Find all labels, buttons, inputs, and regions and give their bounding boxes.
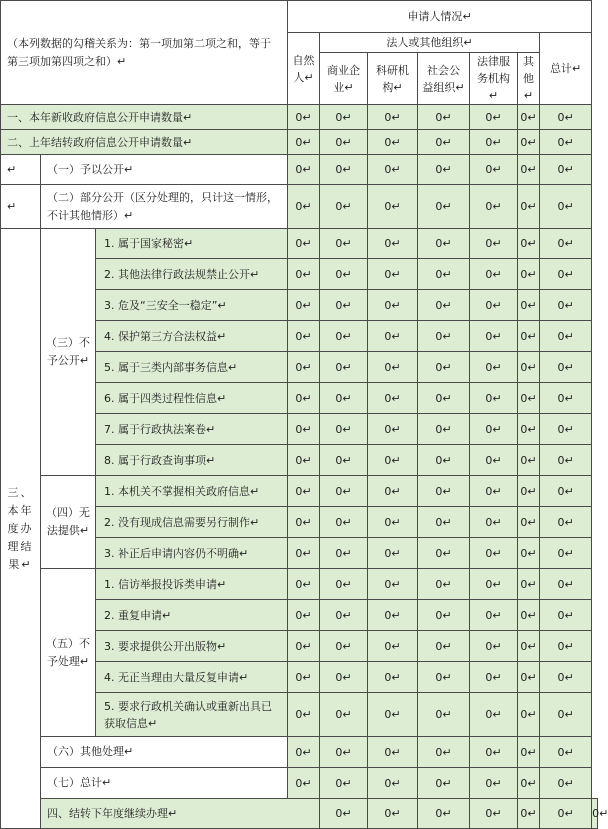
value-cell: 0↵ xyxy=(288,352,320,383)
value-cell: 0↵ xyxy=(418,600,470,631)
value-cell: 0↵ xyxy=(288,662,320,693)
value-cell: 0↵ xyxy=(470,569,518,600)
value-cell: 0↵ xyxy=(288,631,320,662)
item-label: 3. 要求提供公开出版物↵ xyxy=(96,631,288,662)
item-label: 5. 属于三类内部事务信息↵ xyxy=(96,352,288,383)
value-cell: 0↵ xyxy=(540,768,592,799)
value-cell: 0↵ xyxy=(368,352,418,383)
value-cell: 0↵ xyxy=(368,105,418,130)
value-cell: 0↵ xyxy=(592,799,598,829)
item-label: 1. 本机关不掌握相关政府信息↵ xyxy=(96,476,288,507)
value-cell: 0↵ xyxy=(518,383,540,414)
value-cell: 0↵ xyxy=(368,321,418,352)
value-cell: 0↵ xyxy=(320,130,368,155)
value-cell: 0↵ xyxy=(540,476,592,507)
value-cell: 0↵ xyxy=(288,259,320,290)
table-row xyxy=(1,476,598,507)
item-label: 1. 信访举报投诉类申请↵ xyxy=(96,569,288,600)
value-cell: 0↵ xyxy=(368,693,418,737)
item-label: 2. 其他法律行政法规禁止公开↵ xyxy=(96,259,288,290)
value-cell: 0↵ xyxy=(320,414,368,445)
row-label-carry-next: 四、结转下年度继续办理↵ xyxy=(41,799,320,829)
value-cell: 0↵ xyxy=(540,799,592,829)
row-label-new: 一、本年新收政府信息公开申请数量↵ xyxy=(1,105,288,130)
value-cell: 0↵ xyxy=(368,600,418,631)
item-label: 6. 属于四类过程性信息↵ xyxy=(96,383,288,414)
value-cell: 0↵ xyxy=(288,538,320,569)
value-cell: 0↵ xyxy=(540,693,592,737)
value-cell: 0↵ xyxy=(418,155,470,185)
value-cell: 0↵ xyxy=(418,768,470,799)
value-cell: 0↵ xyxy=(320,259,368,290)
value-cell: 0↵ xyxy=(518,799,540,829)
value-cell: 0↵ xyxy=(470,693,518,737)
value-cell: 0↵ xyxy=(418,737,470,768)
value-cell: 0↵ xyxy=(418,290,470,321)
value-cell: 0↵ xyxy=(320,600,368,631)
value-cell: 0↵ xyxy=(320,321,368,352)
value-cell: 0↵ xyxy=(518,445,540,476)
value-cell: 0↵ xyxy=(288,130,320,155)
value-cell: 0↵ xyxy=(368,631,418,662)
header-research: 科研机构↵ xyxy=(368,53,418,105)
value-cell: 0↵ xyxy=(320,507,368,538)
value-cell: 0↵ xyxy=(418,130,470,155)
value-cell: 0↵ xyxy=(470,662,518,693)
value-cell: 0↵ xyxy=(470,185,518,229)
item-label: 1. 属于国家秘密↵ xyxy=(96,229,288,259)
item-label: 2. 重复申请↵ xyxy=(96,600,288,631)
value-cell: 0↵ xyxy=(540,538,592,569)
value-cell: 0↵ xyxy=(418,321,470,352)
item-label: 3. 补正后申请内容仍不明确↵ xyxy=(96,538,288,569)
table-row xyxy=(1,105,598,130)
group-unable-provide: （四）无法提供↵ xyxy=(41,476,96,569)
item-label: 4. 保护第三方合法权益↵ xyxy=(96,321,288,352)
value-cell: 0↵ xyxy=(518,538,540,569)
value-cell: 0↵ xyxy=(320,538,368,569)
value-cell: 0↵ xyxy=(518,600,540,631)
value-cell: 0↵ xyxy=(320,445,368,476)
value-cell: 0↵ xyxy=(518,105,540,130)
row-label-other-processing: （六）其他处理↵ xyxy=(41,737,288,768)
value-cell: 0↵ xyxy=(470,414,518,445)
value-cell: 0↵ xyxy=(518,631,540,662)
value-cell: 0↵ xyxy=(518,507,540,538)
value-cell: 0↵ xyxy=(368,383,418,414)
value-cell: 0↵ xyxy=(518,155,540,185)
value-cell: 0↵ xyxy=(418,352,470,383)
value-cell: 0↵ xyxy=(320,105,368,130)
value-cell: 0↵ xyxy=(368,768,418,799)
value-cell: 0↵ xyxy=(288,105,320,130)
value-cell: 0↵ xyxy=(540,631,592,662)
value-cell: 0↵ xyxy=(320,290,368,321)
table-row xyxy=(1,799,598,829)
row-label-total: （七）总计↵ xyxy=(41,768,288,799)
value-cell: 0↵ xyxy=(368,185,418,229)
value-cell: 0↵ xyxy=(470,799,518,829)
table-row xyxy=(1,185,598,229)
value-cell: 0↵ xyxy=(418,414,470,445)
item-label: 2. 没有现成信息需要另行制作↵ xyxy=(96,507,288,538)
value-cell: 0↵ xyxy=(470,290,518,321)
value-cell: 0↵ xyxy=(518,662,540,693)
value-cell: 0↵ xyxy=(470,445,518,476)
table-row xyxy=(1,155,598,185)
value-cell: 0↵ xyxy=(320,352,368,383)
value-cell: 0↵ xyxy=(540,445,592,476)
value-cell: 0↵ xyxy=(288,229,320,259)
value-cell: 0↵ xyxy=(518,737,540,768)
value-cell: 0↵ xyxy=(320,476,368,507)
value-cell: 0↵ xyxy=(470,383,518,414)
value-cell: 0↵ xyxy=(320,631,368,662)
value-cell: 0↵ xyxy=(320,662,368,693)
value-cell: 0↵ xyxy=(418,507,470,538)
header-legal-group: 法人或其他组织↵ xyxy=(320,33,540,53)
value-cell: 0↵ xyxy=(288,321,320,352)
value-cell: 0↵ xyxy=(518,259,540,290)
header-legal-service: 法律服务机构↵ xyxy=(470,53,518,105)
value-cell: 0↵ xyxy=(320,737,368,768)
value-cell: 0↵ xyxy=(320,768,368,799)
value-cell: 0↵ xyxy=(518,414,540,445)
value-cell: 0↵ xyxy=(418,631,470,662)
value-cell: 0↵ xyxy=(368,229,418,259)
value-cell: 0↵ xyxy=(470,538,518,569)
item-label: 7. 属于行政执法案卷↵ xyxy=(96,414,288,445)
value-cell: 0↵ xyxy=(518,130,540,155)
value-cell: 0↵ xyxy=(470,476,518,507)
value-cell: 0↵ xyxy=(368,569,418,600)
row-label-carried: 二、上年结转政府信息公开申请数量↵ xyxy=(1,130,288,155)
results-side-label: 三、本年度办理结果↵ xyxy=(1,229,41,829)
value-cell: 0↵ xyxy=(470,600,518,631)
value-cell: 0↵ xyxy=(288,155,320,185)
value-cell: 0↵ xyxy=(288,476,320,507)
value-cell: 0↵ xyxy=(470,105,518,130)
value-cell: 0↵ xyxy=(518,693,540,737)
value-cell: 0↵ xyxy=(418,383,470,414)
value-cell: 0↵ xyxy=(320,185,368,229)
value-cell: 0↵ xyxy=(368,155,418,185)
value-cell: 0↵ xyxy=(320,693,368,737)
item-label: 8. 属于行政查询事项↵ xyxy=(96,445,288,476)
value-cell: 0↵ xyxy=(288,507,320,538)
value-cell: 0↵ xyxy=(418,569,470,600)
value-cell: 0↵ xyxy=(518,185,540,229)
value-cell: 0↵ xyxy=(288,600,320,631)
value-cell: 0↵ xyxy=(320,569,368,600)
value-cell: 0↵ xyxy=(368,259,418,290)
value-cell: 0↵ xyxy=(470,507,518,538)
value-cell: 0↵ xyxy=(368,507,418,538)
value-cell: 0↵ xyxy=(540,105,592,130)
value-cell: 0↵ xyxy=(518,290,540,321)
value-cell: 0↵ xyxy=(470,737,518,768)
value-cell: 0↵ xyxy=(518,768,540,799)
row-label-partial: （二）部分公开（区分处理的，只计这一情形，不计其他情形）↵ xyxy=(41,185,288,229)
value-cell: 0↵ xyxy=(540,229,592,259)
table-row xyxy=(1,130,598,155)
value-cell: 0↵ xyxy=(518,229,540,259)
value-cell: 0↵ xyxy=(540,259,592,290)
value-cell: 0↵ xyxy=(368,737,418,768)
header-other: 其他↵ xyxy=(518,53,540,105)
value-cell: 0↵ xyxy=(288,445,320,476)
value-cell: 0↵ xyxy=(540,600,592,631)
value-cell: 0↵ xyxy=(418,445,470,476)
value-cell: 0↵ xyxy=(540,185,592,229)
value-cell: 0↵ xyxy=(540,321,592,352)
value-cell: 0↵ xyxy=(540,662,592,693)
row-label-disclosed: （一）予以公开↵ xyxy=(41,155,288,185)
value-cell: 0↵ xyxy=(368,662,418,693)
value-cell: 0↵ xyxy=(288,693,320,737)
group-not-disclosed: （三）不予公开↵ xyxy=(41,229,96,476)
item-label: 5. 要求行政机关确认或重新出具已获取信息↵ xyxy=(96,693,288,737)
value-cell: 0↵ xyxy=(368,799,418,829)
value-cell: 0↵ xyxy=(540,737,592,768)
value-cell: 0↵ xyxy=(470,768,518,799)
value-cell: 0↵ xyxy=(418,799,470,829)
value-cell: 0↵ xyxy=(368,130,418,155)
value-cell: 0↵ xyxy=(418,662,470,693)
value-cell: 0↵ xyxy=(470,130,518,155)
header-social: 社会公益组织↵ xyxy=(418,53,470,105)
value-cell: 0↵ xyxy=(368,290,418,321)
value-cell: 0↵ xyxy=(320,383,368,414)
value-cell: 0↵ xyxy=(320,155,368,185)
value-cell: 0↵ xyxy=(418,693,470,737)
value-cell: 0↵ xyxy=(418,105,470,130)
blank-cell: ↵ xyxy=(1,155,41,185)
table-row xyxy=(1,768,598,799)
value-cell: 0↵ xyxy=(540,414,592,445)
value-cell: 0↵ xyxy=(470,259,518,290)
value-cell: 0↵ xyxy=(288,290,320,321)
value-cell: 0↵ xyxy=(470,229,518,259)
value-cell: 0↵ xyxy=(540,352,592,383)
value-cell: 0↵ xyxy=(518,321,540,352)
table-row xyxy=(1,737,598,768)
value-cell: 0↵ xyxy=(470,352,518,383)
value-cell: 0↵ xyxy=(540,155,592,185)
value-cell: 0↵ xyxy=(288,414,320,445)
table-row xyxy=(1,569,598,600)
value-cell: 0↵ xyxy=(470,631,518,662)
header-applicant: 申请人情况↵ xyxy=(288,1,592,33)
value-cell: 0↵ xyxy=(540,130,592,155)
value-cell: 0↵ xyxy=(518,569,540,600)
value-cell: 0↵ xyxy=(540,507,592,538)
group-not-processed: （五）不予处理↵ xyxy=(41,569,96,737)
header-total: 总计↵ xyxy=(540,33,592,105)
header-business: 商业企业↵ xyxy=(320,53,368,105)
value-cell: 0↵ xyxy=(470,155,518,185)
value-cell: 0↵ xyxy=(418,229,470,259)
value-cell: 0↵ xyxy=(288,768,320,799)
value-cell: 0↵ xyxy=(368,538,418,569)
value-cell: 0↵ xyxy=(418,259,470,290)
value-cell: 0↵ xyxy=(288,569,320,600)
value-cell: 0↵ xyxy=(368,414,418,445)
value-cell: 0↵ xyxy=(288,737,320,768)
value-cell: 0↵ xyxy=(518,476,540,507)
table-note: （本列数据的勾稽关系为：第一项加第二项之和，等于第三项加第四项之和）↵ xyxy=(1,1,288,105)
value-cell: 0↵ xyxy=(288,383,320,414)
value-cell: 0↵ xyxy=(418,185,470,229)
value-cell: 0↵ xyxy=(470,321,518,352)
header-natural-person: 自然人↵ xyxy=(288,33,320,105)
item-label: 4. 无正当理由大量反复申请↵ xyxy=(96,662,288,693)
value-cell: 0↵ xyxy=(540,569,592,600)
item-label: 3. 危及“三安全一稳定”↵ xyxy=(96,290,288,321)
value-cell: 0↵ xyxy=(368,445,418,476)
value-cell: 0↵ xyxy=(540,290,592,321)
value-cell: 0↵ xyxy=(320,229,368,259)
table-row xyxy=(1,229,598,259)
value-cell: 0↵ xyxy=(288,185,320,229)
value-cell: 0↵ xyxy=(368,476,418,507)
value-cell: 0↵ xyxy=(320,799,368,829)
value-cell: 0↵ xyxy=(518,352,540,383)
value-cell: 0↵ xyxy=(418,476,470,507)
blank-cell: ↵ xyxy=(1,185,41,229)
value-cell: 0↵ xyxy=(540,383,592,414)
value-cell: 0↵ xyxy=(418,538,470,569)
